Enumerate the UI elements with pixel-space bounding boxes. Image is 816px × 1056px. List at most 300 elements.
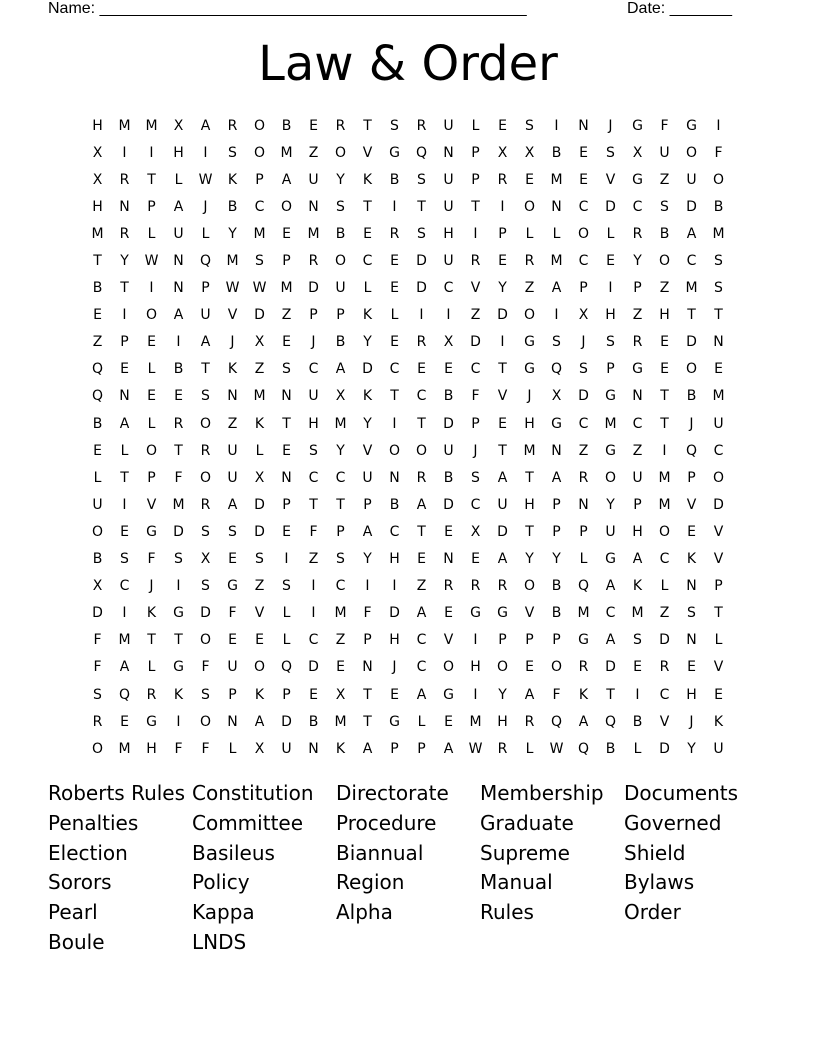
grid-letter[interactable]: M: [334, 713, 347, 730]
grid-letter[interactable]: T: [660, 415, 669, 432]
grid-letter[interactable]: E: [714, 361, 723, 378]
grid-letter[interactable]: O: [199, 632, 212, 649]
grid-letter[interactable]: L: [552, 225, 561, 242]
grid-letter[interactable]: C: [686, 253, 697, 270]
grid-letter[interactable]: H: [524, 496, 535, 513]
grid-letter[interactable]: O: [253, 117, 266, 134]
grid-letter[interactable]: Y: [606, 496, 615, 513]
grid-letter[interactable]: D: [416, 253, 427, 270]
grid-letter[interactable]: V: [713, 523, 724, 540]
grid-letter[interactable]: Y: [336, 171, 345, 188]
grid-letter[interactable]: X: [524, 144, 535, 161]
grid-letter[interactable]: T: [660, 388, 669, 405]
grid-letter[interactable]: S: [201, 578, 210, 595]
grid-letter[interactable]: E: [579, 171, 588, 188]
grid-letter[interactable]: B: [92, 280, 103, 297]
grid-letter[interactable]: Y: [498, 280, 507, 297]
grid-letter[interactable]: M: [118, 117, 131, 134]
grid-letter[interactable]: D: [362, 361, 373, 378]
grid-letter[interactable]: L: [579, 551, 588, 568]
grid-letter[interactable]: X: [92, 144, 103, 161]
grid-letter[interactable]: I: [365, 578, 370, 595]
grid-letter[interactable]: S: [417, 225, 426, 242]
grid-letter[interactable]: S: [336, 198, 345, 215]
grid-letter[interactable]: Y: [633, 253, 642, 270]
grid-letter[interactable]: E: [147, 388, 156, 405]
grid-letter[interactable]: U: [92, 496, 103, 513]
grid-letter[interactable]: M: [172, 496, 185, 513]
grid-letter[interactable]: P: [120, 334, 129, 351]
grid-letter[interactable]: A: [119, 415, 130, 432]
grid-letter[interactable]: Z: [281, 307, 292, 324]
grid-letter[interactable]: K: [713, 713, 724, 730]
grid-letter[interactable]: D: [713, 496, 724, 513]
grid-letter[interactable]: G: [443, 686, 454, 703]
grid-letter[interactable]: X: [254, 334, 265, 351]
grid-letter[interactable]: O: [334, 253, 347, 270]
grid-letter[interactable]: A: [173, 198, 184, 215]
grid-letter[interactable]: I: [500, 198, 505, 215]
grid-letter[interactable]: U: [443, 198, 454, 215]
grid-letter[interactable]: S: [201, 523, 210, 540]
grid-letter[interactable]: B: [551, 605, 562, 622]
grid-letter[interactable]: V: [227, 307, 238, 324]
grid-letter[interactable]: J: [203, 198, 208, 215]
grid-letter[interactable]: Z: [659, 605, 670, 622]
grid-letter[interactable]: D: [173, 523, 184, 540]
grid-letter[interactable]: L: [147, 361, 156, 378]
grid-letter[interactable]: E: [174, 388, 183, 405]
grid-letter[interactable]: M: [469, 713, 482, 730]
grid-letter[interactable]: U: [605, 523, 616, 540]
grid-letter[interactable]: Q: [280, 659, 293, 676]
grid-letter[interactable]: E: [309, 686, 318, 703]
grid-letter[interactable]: U: [227, 442, 238, 459]
grid-letter[interactable]: H: [92, 198, 103, 215]
grid-letter[interactable]: E: [444, 605, 453, 622]
grid-letter[interactable]: R: [227, 117, 238, 134]
grid-letter[interactable]: P: [309, 307, 318, 324]
grid-letter[interactable]: R: [659, 659, 670, 676]
grid-letter[interactable]: B: [281, 117, 292, 134]
grid-letter[interactable]: U: [443, 117, 454, 134]
grid-letter[interactable]: P: [471, 171, 480, 188]
grid-letter[interactable]: I: [122, 605, 127, 622]
grid-letter[interactable]: P: [552, 632, 561, 649]
grid-letter[interactable]: E: [579, 144, 588, 161]
grid-letter[interactable]: C: [605, 605, 616, 622]
grid-letter[interactable]: Y: [336, 442, 345, 459]
grid-letter[interactable]: F: [660, 117, 669, 134]
grid-letter[interactable]: A: [200, 334, 211, 351]
grid-letter[interactable]: A: [200, 117, 211, 134]
grid-letter[interactable]: T: [417, 198, 426, 215]
grid-letter[interactable]: B: [443, 469, 454, 486]
grid-letter[interactable]: O: [199, 713, 212, 730]
grid-letter[interactable]: N: [632, 388, 643, 405]
grid-letter[interactable]: U: [173, 225, 184, 242]
grid-letter[interactable]: C: [578, 415, 589, 432]
grid-letter[interactable]: P: [336, 307, 345, 324]
grid-letter[interactable]: H: [92, 117, 103, 134]
grid-letter[interactable]: I: [203, 144, 208, 161]
grid-letter[interactable]: D: [659, 740, 670, 757]
grid-letter[interactable]: L: [282, 605, 291, 622]
grid-letter[interactable]: I: [419, 307, 424, 324]
grid-letter[interactable]: I: [392, 578, 397, 595]
grid-letter[interactable]: N: [551, 198, 562, 215]
grid-letter[interactable]: G: [605, 388, 616, 405]
grid-letter[interactable]: M: [280, 144, 293, 161]
grid-letter[interactable]: L: [93, 469, 102, 486]
grid-letter[interactable]: O: [496, 659, 509, 676]
grid-letter[interactable]: F: [93, 632, 102, 649]
grid-letter[interactable]: T: [363, 198, 372, 215]
grid-letter[interactable]: D: [308, 659, 319, 676]
grid-letter[interactable]: P: [633, 280, 642, 297]
grid-letter[interactable]: G: [146, 523, 157, 540]
grid-letter[interactable]: S: [282, 361, 291, 378]
grid-letter[interactable]: F: [201, 659, 210, 676]
grid-letter[interactable]: P: [552, 496, 561, 513]
grid-letter[interactable]: R: [416, 469, 427, 486]
grid-letter[interactable]: U: [686, 171, 697, 188]
grid-letter[interactable]: M: [577, 605, 590, 622]
grid-letter[interactable]: V: [470, 280, 481, 297]
grid-letter[interactable]: R: [308, 253, 319, 270]
grid-letter[interactable]: D: [443, 496, 454, 513]
grid-letter[interactable]: E: [120, 523, 129, 540]
grid-letter[interactable]: R: [335, 117, 346, 134]
grid-letter[interactable]: B: [92, 415, 103, 432]
grid-letter[interactable]: O: [253, 659, 266, 676]
grid-letter[interactable]: K: [335, 740, 346, 757]
grid-letter[interactable]: O: [91, 740, 104, 757]
grid-letter[interactable]: T: [363, 686, 372, 703]
grid-letter[interactable]: Z: [254, 578, 265, 595]
grid-letter[interactable]: G: [524, 361, 535, 378]
grid-letter[interactable]: A: [254, 713, 265, 730]
grid-letter[interactable]: N: [686, 632, 697, 649]
grid-letter[interactable]: E: [633, 659, 642, 676]
grid-letter[interactable]: E: [336, 659, 345, 676]
grid-letter[interactable]: D: [200, 605, 211, 622]
grid-letter[interactable]: N: [389, 469, 400, 486]
grid-letter[interactable]: Y: [228, 225, 237, 242]
grid-letter[interactable]: D: [308, 280, 319, 297]
grid-letter[interactable]: T: [201, 361, 210, 378]
grid-letter[interactable]: I: [554, 307, 559, 324]
grid-letter[interactable]: W: [225, 280, 240, 297]
grid-letter[interactable]: T: [309, 496, 318, 513]
grid-letter[interactable]: P: [633, 496, 642, 513]
grid-letter[interactable]: Z: [578, 442, 589, 459]
grid-letter[interactable]: Z: [632, 307, 643, 324]
grid-letter[interactable]: J: [608, 117, 613, 134]
grid-letter[interactable]: A: [686, 225, 697, 242]
grid-letter[interactable]: O: [199, 415, 212, 432]
grid-letter[interactable]: T: [174, 442, 183, 459]
grid-letter[interactable]: R: [470, 578, 481, 595]
grid-letter[interactable]: Q: [199, 253, 212, 270]
grid-letter[interactable]: H: [308, 415, 319, 432]
grid-letter[interactable]: R: [632, 334, 643, 351]
grid-letter[interactable]: G: [551, 415, 562, 432]
grid-letter[interactable]: T: [174, 632, 183, 649]
grid-letter[interactable]: E: [282, 523, 291, 540]
grid-letter[interactable]: S: [201, 686, 210, 703]
grid-letter[interactable]: K: [362, 388, 373, 405]
grid-letter[interactable]: P: [552, 523, 561, 540]
grid-letter[interactable]: T: [714, 307, 723, 324]
grid-letter[interactable]: T: [714, 605, 723, 622]
grid-letter[interactable]: F: [228, 605, 237, 622]
grid-letter[interactable]: O: [685, 361, 698, 378]
grid-letter[interactable]: Z: [659, 280, 670, 297]
grid-letter[interactable]: G: [173, 605, 184, 622]
grid-letter[interactable]: C: [632, 198, 643, 215]
grid-letter[interactable]: R: [146, 686, 157, 703]
grid-letter[interactable]: E: [309, 117, 318, 134]
grid-letter[interactable]: A: [632, 551, 643, 568]
grid-letter[interactable]: E: [390, 280, 399, 297]
grid-letter[interactable]: W: [252, 280, 267, 297]
grid-letter[interactable]: S: [336, 551, 345, 568]
grid-letter[interactable]: B: [605, 740, 616, 757]
grid-letter[interactable]: F: [147, 551, 156, 568]
grid-letter[interactable]: U: [335, 280, 346, 297]
grid-letter[interactable]: D: [605, 659, 616, 676]
grid-letter[interactable]: U: [443, 171, 454, 188]
grid-letter[interactable]: M: [118, 632, 131, 649]
grid-letter[interactable]: H: [632, 523, 643, 540]
grid-letter[interactable]: V: [254, 605, 265, 622]
grid-letter[interactable]: L: [417, 713, 426, 730]
grid-letter[interactable]: F: [174, 469, 183, 486]
grid-letter[interactable]: U: [281, 740, 292, 757]
grid-letter[interactable]: E: [471, 551, 480, 568]
grid-letter[interactable]: U: [443, 253, 454, 270]
grid-letter[interactable]: I: [149, 280, 154, 297]
grid-letter[interactable]: P: [579, 280, 588, 297]
grid-letter[interactable]: T: [336, 496, 345, 513]
grid-letter[interactable]: T: [147, 632, 156, 649]
grid-letter[interactable]: W: [144, 253, 159, 270]
grid-letter[interactable]: C: [254, 198, 265, 215]
grid-letter[interactable]: C: [659, 686, 670, 703]
grid-letter[interactable]: X: [578, 307, 589, 324]
grid-letter[interactable]: Q: [685, 442, 698, 459]
grid-letter[interactable]: I: [122, 144, 127, 161]
grid-letter[interactable]: R: [578, 659, 589, 676]
grid-letter[interactable]: B: [389, 496, 400, 513]
grid-letter[interactable]: S: [417, 171, 426, 188]
grid-letter[interactable]: Y: [525, 551, 534, 568]
grid-letter[interactable]: R: [524, 253, 535, 270]
grid-letter[interactable]: R: [578, 469, 589, 486]
grid-letter[interactable]: S: [633, 632, 642, 649]
grid-letter[interactable]: S: [309, 442, 318, 459]
grid-letter[interactable]: E: [390, 253, 399, 270]
grid-letter[interactable]: Z: [470, 307, 481, 324]
grid-letter[interactable]: N: [173, 253, 184, 270]
grid-letter[interactable]: P: [282, 253, 291, 270]
grid-letter[interactable]: K: [632, 578, 643, 595]
grid-letter[interactable]: E: [93, 307, 102, 324]
grid-letter[interactable]: I: [149, 144, 154, 161]
grid-letter[interactable]: X: [92, 578, 103, 595]
grid-letter[interactable]: A: [362, 740, 373, 757]
grid-letter[interactable]: A: [416, 496, 427, 513]
grid-letter[interactable]: D: [254, 496, 265, 513]
grid-letter[interactable]: K: [227, 361, 238, 378]
grid-letter[interactable]: T: [471, 198, 480, 215]
grid-letter[interactable]: N: [119, 388, 130, 405]
grid-letter[interactable]: K: [254, 686, 265, 703]
grid-letter[interactable]: R: [632, 225, 643, 242]
grid-letter[interactable]: M: [658, 496, 671, 513]
grid-letter[interactable]: F: [93, 659, 102, 676]
grid-letter[interactable]: O: [523, 307, 536, 324]
grid-letter[interactable]: U: [308, 388, 319, 405]
grid-letter[interactable]: Z: [416, 578, 427, 595]
grid-letter[interactable]: Q: [91, 361, 104, 378]
grid-letter[interactable]: E: [390, 686, 399, 703]
grid-letter[interactable]: Y: [498, 686, 507, 703]
grid-letter[interactable]: M: [253, 225, 266, 242]
grid-letter[interactable]: I: [662, 442, 667, 459]
grid-letter[interactable]: E: [498, 415, 507, 432]
grid-letter[interactable]: J: [689, 713, 694, 730]
grid-letter[interactable]: S: [228, 523, 237, 540]
grid-letter[interactable]: C: [578, 253, 589, 270]
grid-letter[interactable]: M: [658, 469, 671, 486]
grid-letter[interactable]: G: [578, 632, 589, 649]
grid-letter[interactable]: Q: [91, 388, 104, 405]
grid-letter[interactable]: C: [713, 442, 724, 459]
grid-letter[interactable]: N: [686, 578, 697, 595]
grid-letter[interactable]: B: [227, 198, 238, 215]
grid-letter[interactable]: H: [659, 307, 670, 324]
grid-letter[interactable]: O: [145, 307, 158, 324]
grid-letter[interactable]: Z: [308, 551, 319, 568]
grid-letter[interactable]: Y: [363, 334, 372, 351]
grid-letter[interactable]: L: [363, 280, 372, 297]
grid-letter[interactable]: D: [281, 713, 292, 730]
grid-letter[interactable]: X: [632, 144, 643, 161]
grid-letter[interactable]: R: [92, 713, 103, 730]
grid-letter[interactable]: E: [498, 117, 507, 134]
grid-letter[interactable]: T: [363, 117, 372, 134]
grid-letter[interactable]: C: [470, 496, 481, 513]
grid-letter[interactable]: T: [93, 253, 102, 270]
grid-letter[interactable]: P: [471, 415, 480, 432]
grid-letter[interactable]: S: [606, 144, 615, 161]
grid-letter[interactable]: M: [145, 117, 158, 134]
grid-letter[interactable]: B: [335, 334, 346, 351]
grid-letter[interactable]: F: [309, 523, 318, 540]
grid-letter[interactable]: C: [659, 551, 670, 568]
grid-letter[interactable]: H: [686, 686, 697, 703]
grid-letter[interactable]: D: [578, 388, 589, 405]
grid-letter[interactable]: E: [525, 659, 534, 676]
grid-letter[interactable]: E: [606, 253, 615, 270]
grid-letter[interactable]: B: [632, 713, 643, 730]
grid-letter[interactable]: F: [174, 740, 183, 757]
grid-letter[interactable]: R: [416, 117, 427, 134]
grid-letter[interactable]: I: [608, 280, 613, 297]
grid-letter[interactable]: A: [524, 686, 535, 703]
grid-letter[interactable]: A: [551, 469, 562, 486]
grid-letter[interactable]: L: [390, 307, 399, 324]
grid-letter[interactable]: B: [551, 144, 562, 161]
grid-letter[interactable]: Z: [524, 280, 535, 297]
grid-letter[interactable]: X: [173, 117, 184, 134]
grid-letter[interactable]: V: [686, 496, 697, 513]
grid-letter[interactable]: D: [659, 632, 670, 649]
grid-letter[interactable]: W: [468, 740, 483, 757]
grid-letter[interactable]: R: [389, 225, 400, 242]
grid-letter[interactable]: D: [497, 307, 508, 324]
grid-letter[interactable]: E: [93, 442, 102, 459]
grid-letter[interactable]: P: [147, 469, 156, 486]
grid-letter[interactable]: V: [713, 659, 724, 676]
grid-letter[interactable]: P: [147, 198, 156, 215]
grid-letter[interactable]: T: [147, 171, 156, 188]
grid-letter[interactable]: W: [198, 171, 213, 188]
grid-letter[interactable]: A: [362, 523, 373, 540]
grid-letter[interactable]: T: [390, 388, 399, 405]
grid-letter[interactable]: H: [389, 632, 400, 649]
grid-letter[interactable]: C: [470, 361, 481, 378]
grid-letter[interactable]: S: [201, 388, 210, 405]
grid-letter[interactable]: P: [282, 496, 291, 513]
grid-letter[interactable]: O: [685, 144, 698, 161]
grid-letter[interactable]: S: [660, 198, 669, 215]
grid-letter[interactable]: O: [658, 523, 671, 540]
grid-letter[interactable]: Y: [552, 551, 561, 568]
grid-letter[interactable]: Z: [308, 144, 319, 161]
grid-letter[interactable]: V: [605, 171, 616, 188]
grid-letter[interactable]: H: [470, 659, 481, 676]
grid-letter[interactable]: P: [336, 523, 345, 540]
grid-letter[interactable]: P: [471, 144, 480, 161]
grid-letter[interactable]: Z: [632, 442, 643, 459]
grid-letter[interactable]: U: [308, 171, 319, 188]
grid-letter[interactable]: P: [228, 686, 237, 703]
grid-letter[interactable]: O: [442, 659, 455, 676]
grid-letter[interactable]: I: [473, 632, 478, 649]
grid-letter[interactable]: U: [227, 469, 238, 486]
grid-letter[interactable]: E: [525, 171, 534, 188]
grid-letter[interactable]: I: [635, 686, 640, 703]
grid-letter[interactable]: I: [176, 334, 181, 351]
grid-letter[interactable]: S: [525, 117, 534, 134]
grid-letter[interactable]: L: [525, 225, 534, 242]
grid-letter[interactable]: J: [689, 415, 694, 432]
grid-letter[interactable]: E: [687, 659, 696, 676]
grid-letter[interactable]: C: [389, 361, 400, 378]
grid-letter[interactable]: I: [716, 117, 721, 134]
grid-letter[interactable]: X: [470, 523, 481, 540]
grid-letter[interactable]: P: [363, 632, 372, 649]
grid-letter[interactable]: E: [147, 334, 156, 351]
grid-letter[interactable]: D: [389, 605, 400, 622]
grid-letter[interactable]: N: [578, 117, 589, 134]
grid-letter[interactable]: E: [120, 713, 129, 730]
grid-letter[interactable]: L: [147, 659, 156, 676]
grid-letter[interactable]: T: [525, 469, 534, 486]
